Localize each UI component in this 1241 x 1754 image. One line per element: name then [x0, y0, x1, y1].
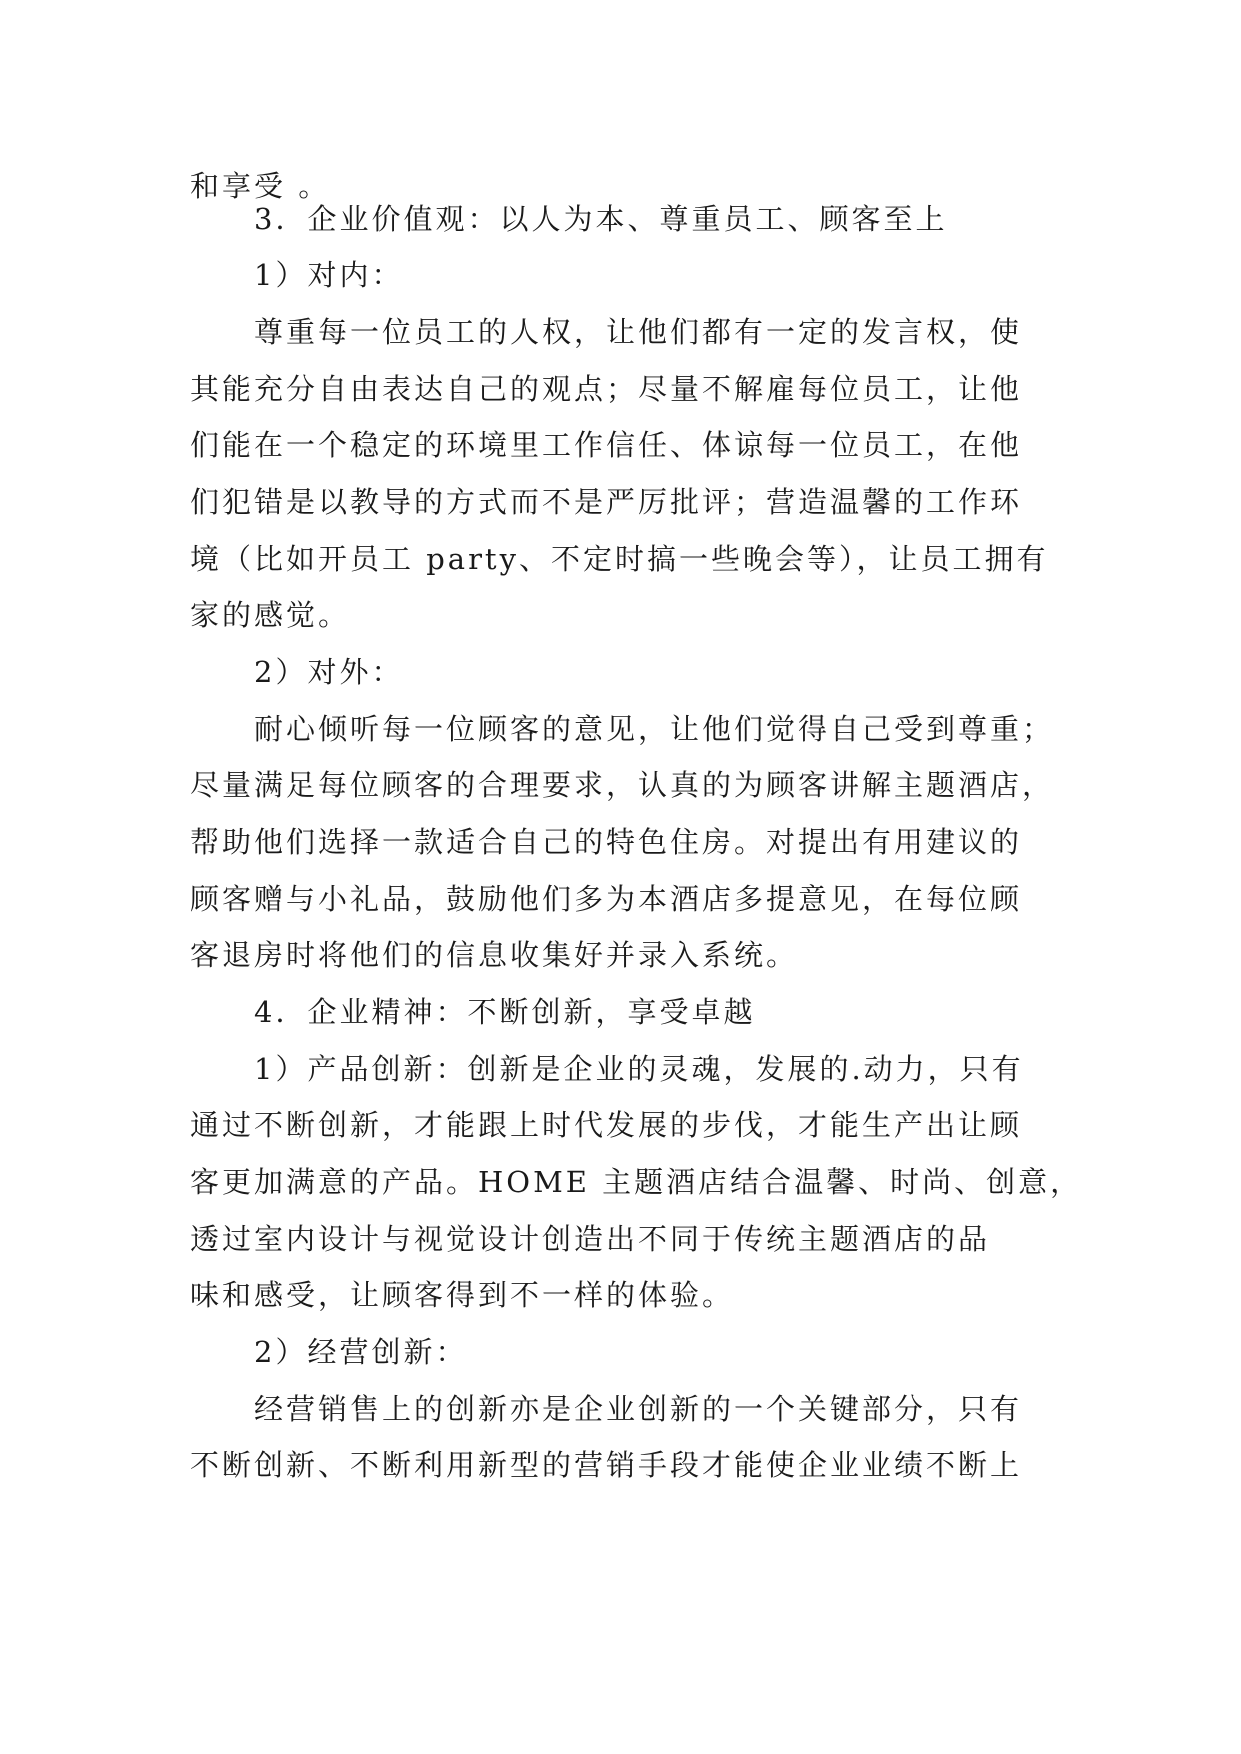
subheading-operations: 2）经营创新： — [254, 1335, 468, 1369]
text-line: 和享受 。 — [190, 169, 331, 203]
text-line: 经营销售上的创新亦是企业创新的一个关键部分，只有 — [254, 1392, 1023, 1426]
subheading-external: 2）对外： — [254, 655, 404, 689]
text-line: 透过室内设计与视觉设计创造出不同于传统主题酒店的品 — [190, 1222, 991, 1256]
text-line: 1）产品创新：创新是企业的灵魂，发展的.动力，只有 — [254, 1052, 1024, 1086]
text-line: 帮助他们选择一款适合自己的特色住房。对提出有用建议的 — [190, 825, 1023, 859]
text-line: 耐心倾听每一位顾客的意见，让他们觉得自己受到尊重； — [254, 712, 1055, 746]
text-line: 境（比如开员工 party、不定时搞一些晚会等），让员工拥有 — [190, 542, 1049, 576]
section-heading-spirit: 4．企业精神：不断创新，享受卓越 — [254, 995, 756, 1029]
text-line: 家的感觉。 — [190, 598, 351, 632]
text-line: 通过不断创新，才能跟上时代发展的步伐，才能生产出让顾 — [190, 1108, 1023, 1142]
text-line: 尽量满足每位顾客的合理要求，认真的为顾客讲解主题酒店， — [190, 768, 1055, 802]
text-line: 们犯错是以教导的方式而不是严厉批评；营造温馨的工作环 — [190, 485, 1023, 519]
subheading-internal: 1）对内： — [254, 258, 404, 292]
text-line: 不断创新、不断利用新型的营销手段才能使企业业绩不断上 — [190, 1448, 1023, 1482]
text-line: 客退房时将他们的信息收集好并录入系统。 — [190, 938, 799, 972]
text-line: 客更加满意的产品。HOME 主题酒店结合温馨、时尚、创意， — [190, 1165, 1083, 1199]
text-line: 们能在一个稳定的环境里工作信任、体谅每一位员工，在他 — [190, 428, 1023, 462]
text-line: 尊重每一位员工的人权，让他们都有一定的发言权，使 — [254, 315, 1023, 349]
text-line: 其能充分自由表达自己的观点；尽量不解雇每位员工，让他 — [190, 372, 1023, 406]
text-line: 味和感受，让顾客得到不一样的体验。 — [190, 1278, 735, 1312]
text-line: 顾客赠与小礼品，鼓励他们多为本酒店多提意见，在每位顾 — [190, 882, 1023, 916]
section-heading-values: 3．企业价值观：以人为本、尊重员工、顾客至上 — [254, 202, 948, 236]
